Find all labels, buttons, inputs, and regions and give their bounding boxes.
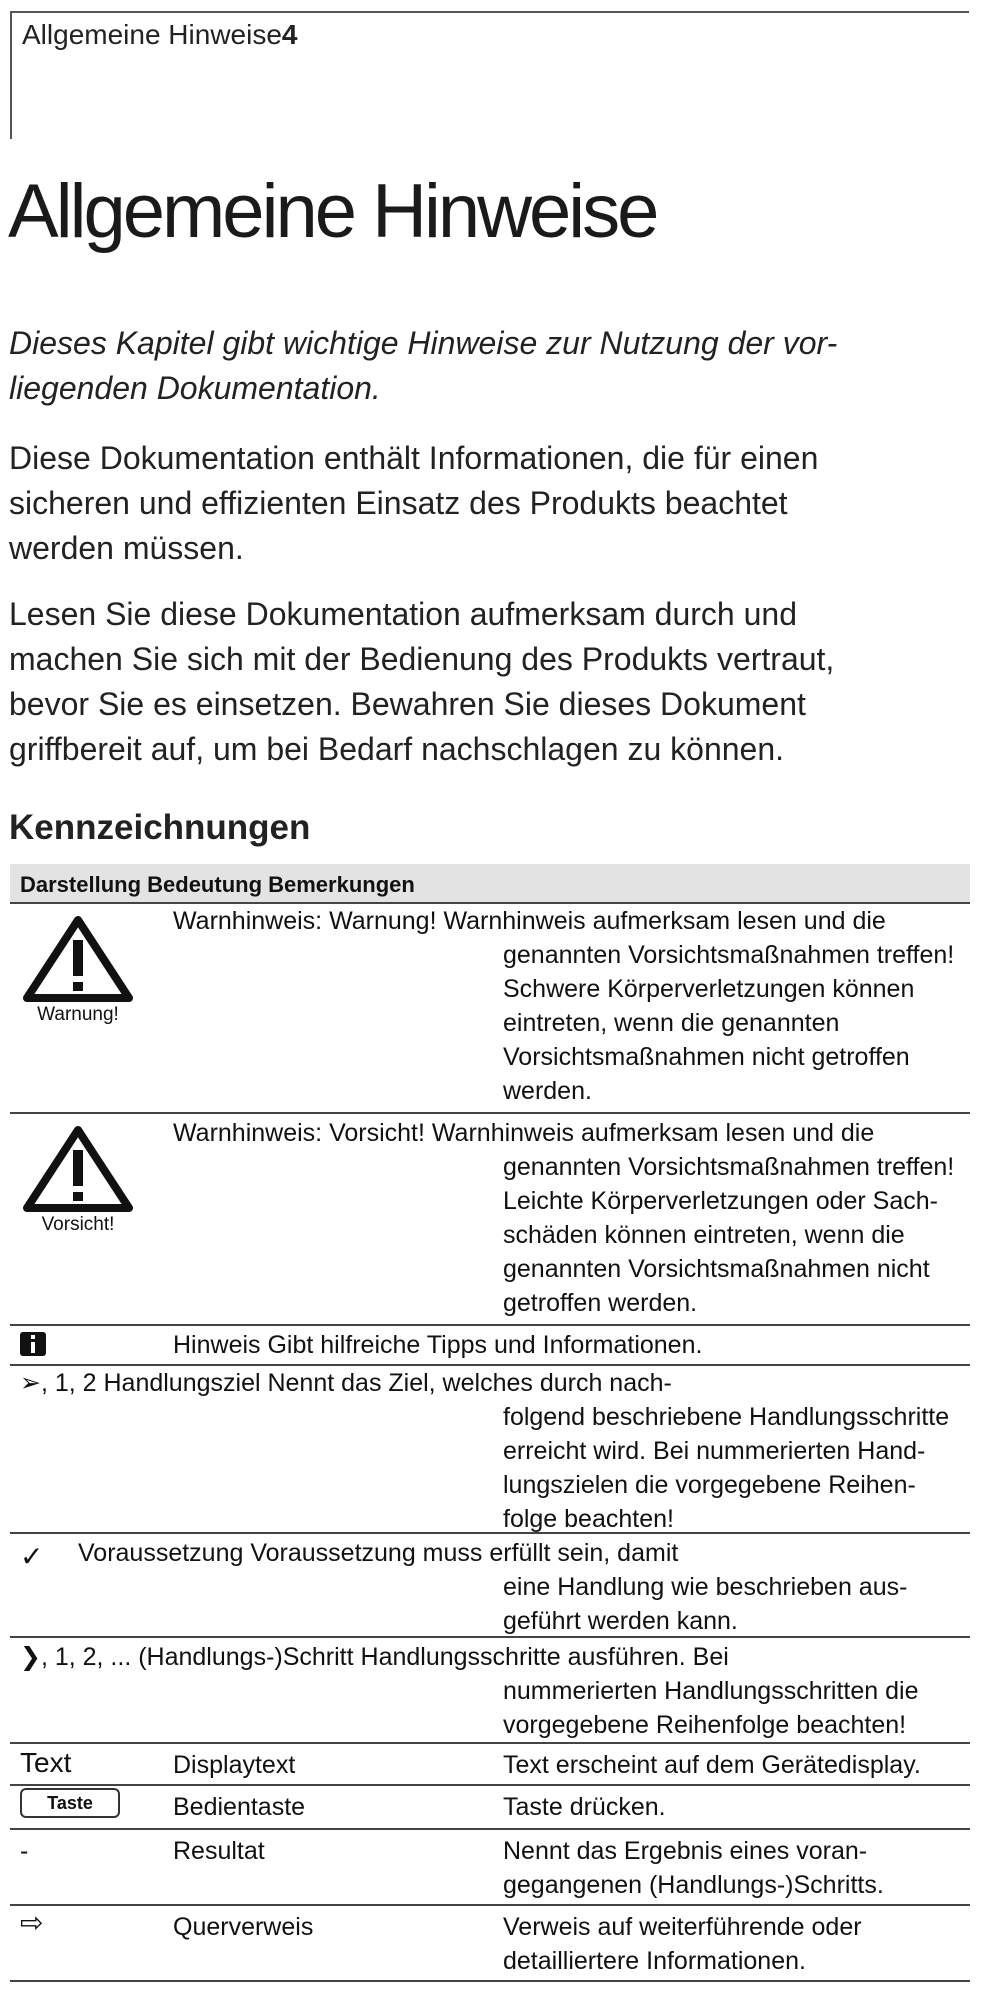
remark-line: gegangenen (Handlungs-)Schritts. (503, 1871, 884, 1899)
lead-line: liegenden Dokumentation. (9, 370, 381, 406)
table-row (10, 904, 970, 1114)
remark-line: genannten Vorsichtsmaßnahmen treffen! (503, 941, 955, 969)
remark-line: nummerierten Handlungsschritten die (503, 1677, 919, 1705)
paragraph-line: sicheren und effizienten Einsatz des Produkts beachtet (9, 485, 788, 521)
lead-paragraph (9, 321, 964, 411)
table-row (10, 1906, 970, 1982)
remark-line: eine Handlung wie beschrieben aus- (503, 1573, 908, 1601)
running-header-title: Allgemeine Hinweise (22, 19, 282, 50)
page-header (10, 11, 969, 139)
remark-line: geführt werden kann. (503, 1607, 738, 1635)
remark-line: Verweis auf weiterführende oder (503, 1913, 862, 1941)
caution-label: Vorsicht! (41, 1214, 115, 1235)
running-header (22, 19, 297, 51)
lead-line: Dieses Kapitel gibt wichtige Hinweise zur Nutzung der vor- (9, 325, 838, 361)
checkmark-icon: ✓ (20, 1541, 44, 1572)
remark-line: detailliertere Informationen. (503, 1947, 806, 1975)
body-paragraph-2 (9, 592, 964, 772)
body-paragraph-1 (9, 436, 964, 571)
remark-line: schäden können eintreten, wenn die (503, 1221, 905, 1249)
remark-line: genannten Vorsichtsmaßnahmen nicht (503, 1255, 930, 1283)
meaning-cell: Resultat (173, 1837, 265, 1865)
remark-line: Text erscheint auf dem Gerätedisplay. (503, 1751, 921, 1779)
meaning-cell: Bedientaste (173, 1793, 306, 1821)
paragraph-line: bevor Sie es einsetzen. Bewahren Sie dieses Dokument (9, 686, 806, 722)
remark-line: vorgegebene Reihenfolge beachten! (503, 1711, 907, 1739)
meaning-cell: Displaytext (173, 1751, 296, 1779)
warning-triangle-icon (23, 916, 133, 1002)
remark-line: lungszielen die vorgegebene Reihen- (503, 1471, 916, 1499)
table-row (10, 1786, 970, 1830)
paragraph-line: griffbereit auf, um bei Bedarf nachschlagen zu können. (9, 731, 785, 767)
page-title: Allgemeine Hinweise (8, 169, 657, 254)
paragraph-line: Diese Dokumentation enthält Informationen, die für einen (9, 440, 819, 476)
warning-symbol (18, 916, 138, 1026)
remark-line: eintreten, wenn die genannten (503, 1009, 840, 1037)
meaning-cell: Querverweis (173, 1913, 314, 1941)
info-icon (20, 1332, 46, 1356)
table-row (10, 1638, 970, 1744)
markings-table (10, 864, 970, 1982)
remark-line: erreicht wird. Bei nummerierten Hand- (503, 1437, 926, 1465)
remark-line: Leichte Körperverletzungen oder Sach- (503, 1187, 938, 1215)
paragraph-line: machen Sie sich mit der Bedienung des Produkts vertraut, (9, 641, 835, 677)
key-button-sample: Taste (20, 1788, 120, 1818)
table-header: Darstellung Bedeutung Bemerkungen (10, 864, 970, 904)
display-text-sample: Text (20, 1747, 72, 1778)
row-first-line: ➢, 1, 2 Handlungsziel Nennt das Ziel, welches durch nach- (20, 1369, 672, 1397)
remark-line: Vorsichtsmaßnahmen nicht getroffen (503, 1043, 910, 1071)
row-first-line: Voraussetzung Voraussetzung muss erfüllt sein, damit (78, 1539, 679, 1567)
section-heading: Kennzeichnungen (9, 808, 311, 847)
warning-triangle-icon (23, 1126, 133, 1212)
paragraph-line: Lesen Sie diese Dokumentation aufmerksam durch und (9, 596, 797, 632)
paragraph-line: werden müssen. (9, 530, 244, 566)
table-row (10, 1744, 970, 1786)
remark-line: werden. (503, 1077, 592, 1105)
table-row (10, 1534, 970, 1638)
remark-line: Taste drücken. (503, 1793, 666, 1821)
page-number: 4 (281, 19, 298, 50)
remark-line: getroffen werden. (503, 1289, 698, 1317)
remark-line: Nennt das Ergebnis eines voran- (503, 1837, 868, 1865)
row-first-line: ❯, 1, 2, ... (Handlungs-)Schritt Handlungsschritte ausführen. Bei (20, 1643, 729, 1671)
table-row (10, 1114, 970, 1326)
caution-symbol (18, 1126, 138, 1236)
remark-line: folge beachten! (503, 1505, 674, 1533)
row-first-line: Hinweis Gibt hilfreiche Tipps und Informationen. (173, 1331, 703, 1359)
remark-line: genannten Vorsichtsmaßnahmen treffen! (503, 1153, 955, 1181)
row-first-line: Warnhinweis: Vorsicht! Warnhinweis aufmerksam lesen und die (173, 1119, 875, 1147)
row-first-line: Warnhinweis: Warnung! Warnhinweis aufmerksam lesen und die (173, 907, 886, 935)
table-row (10, 1326, 970, 1366)
cross-reference-icon: ⇨ (20, 1907, 44, 1938)
remark-line: folgend beschriebene Handlungsschritte (503, 1403, 950, 1431)
remark-line: Schwere Körperverletzungen können (503, 975, 915, 1003)
warning-label: Warnung! (37, 1004, 119, 1025)
table-row (10, 1366, 970, 1534)
result-symbol: - (20, 1837, 29, 1865)
table-row (10, 1830, 970, 1906)
